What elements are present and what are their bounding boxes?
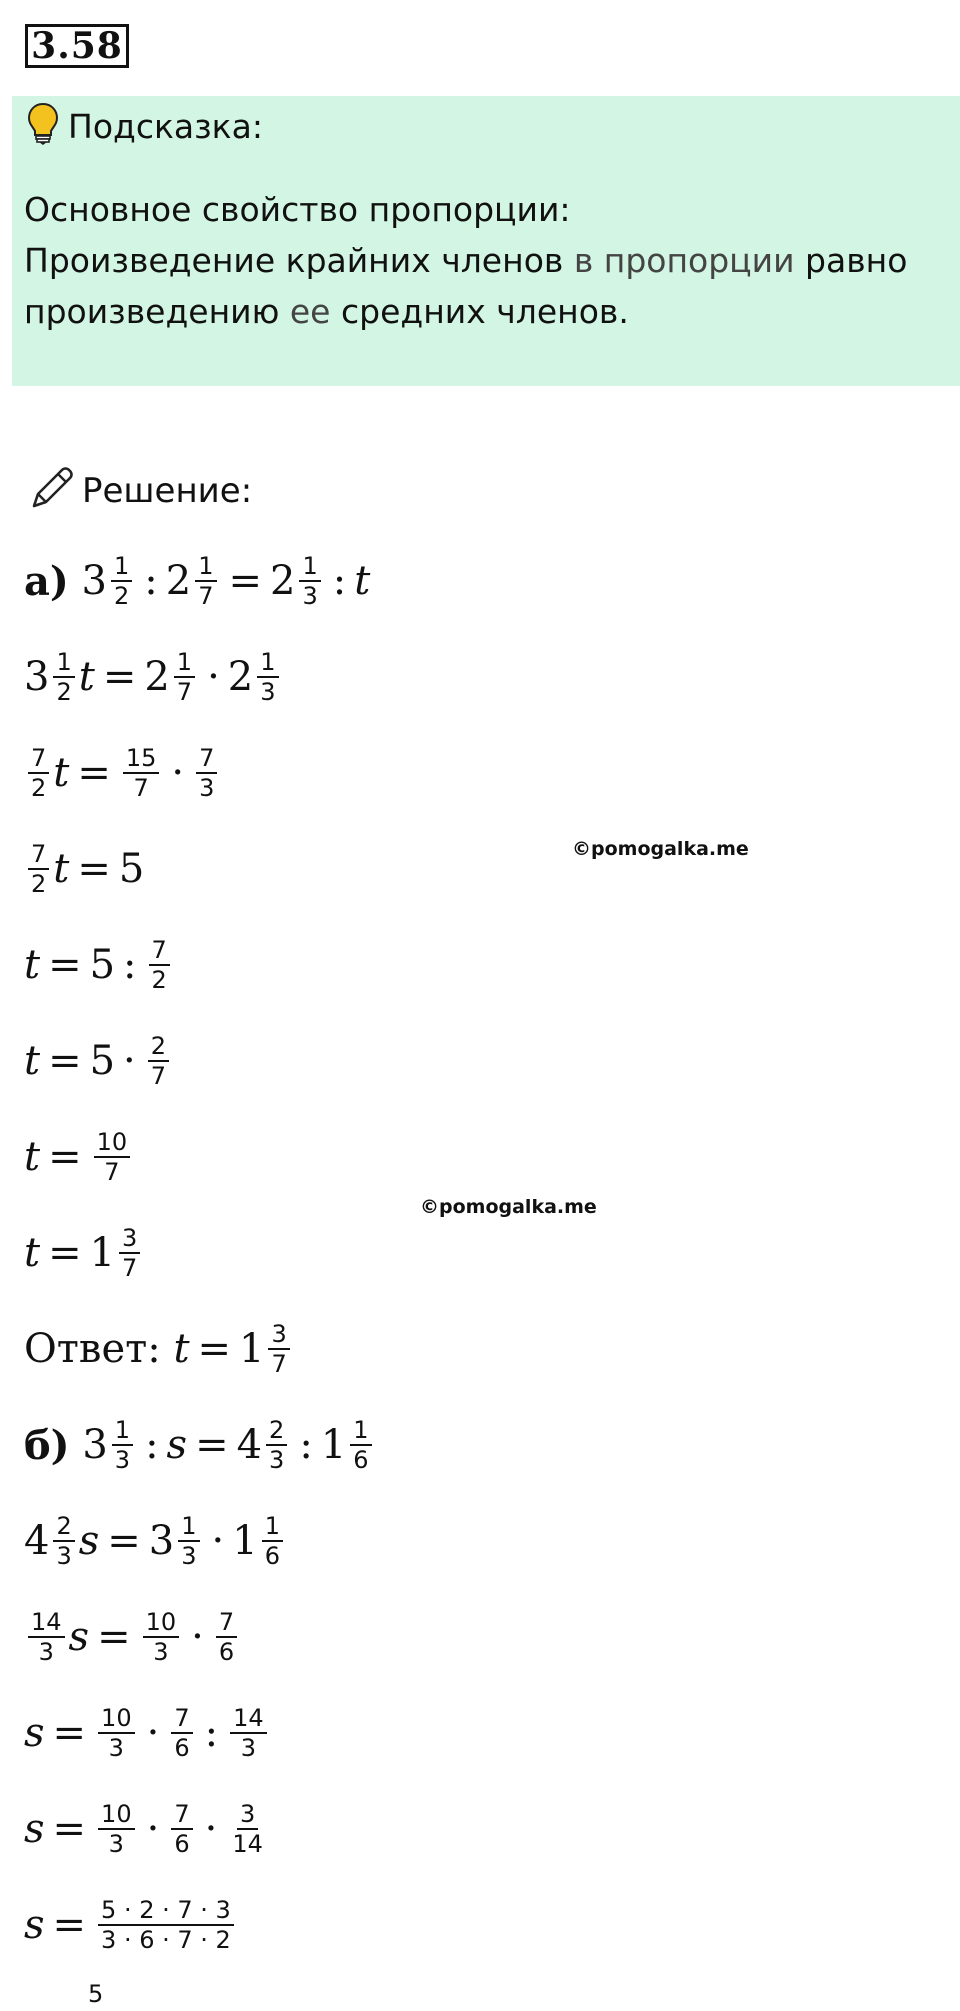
- fraction: $\frac{1}{7}$: [195, 552, 216, 610]
- hint-line-2: [24, 235, 944, 286]
- hint-period: .: [618, 292, 629, 331]
- equation-line: s = $\frac{10}{3}$ · $\frac{7}{6}$ : $\frac{14}{3}$: [24, 1690, 271, 1776]
- part-label: б): [24, 1421, 70, 1469]
- hint-line-3: [24, 286, 944, 337]
- hint-term: Произведение крайних членов: [24, 241, 564, 280]
- hint-title: Подсказка:: [68, 106, 263, 146]
- hint-connector: в пропорции: [563, 241, 806, 280]
- equation-line: а) 3 $\frac{1}{2}$ : 2 $\frac{1}{7}$ = 2 $\frac{1}{3}$ : t: [24, 552, 371, 610]
- task-number: 3.58: [25, 24, 129, 68]
- hint-text: [24, 184, 944, 337]
- answer-label: Ответ:: [24, 1326, 161, 1372]
- fraction: $\frac{1}{3}$: [299, 552, 320, 610]
- equation-line: s = $\frac{10}{3}$ · $\frac{7}{6}$ · $\frac{3}{14}$: [24, 1800, 263, 1858]
- answer-line: Ответ: t = 1 $\frac{3}{7}$: [24, 1306, 294, 1392]
- equation-line: t = $\frac{10}{7}$: [24, 1114, 134, 1200]
- equation-line: $\frac{7}{2}$ t = $\frac{15}{7}$ · $\frac{7}{3}$: [24, 730, 221, 816]
- equation-line: б) 3 $\frac{1}{3}$ : s = 4 $\frac{2}{3}$ : 1 $\frac{1}{6}$: [24, 1402, 376, 1488]
- equation-line: t = 5 · $\frac{2}{7}$: [24, 1018, 173, 1104]
- hint-connector: ее: [279, 292, 341, 331]
- hint-term: равно: [805, 241, 908, 280]
- pencil-icon: [26, 464, 76, 518]
- hint-header: [26, 106, 263, 146]
- hint-line-1: Основное свойство пропорции:: [24, 190, 571, 229]
- equation-line: t = 1 $\frac{3}{7}$: [24, 1210, 144, 1296]
- solution-title: Решение:: [82, 471, 253, 511]
- lightbulb-icon: [26, 102, 60, 150]
- part-label: а): [24, 557, 69, 605]
- solution-header: [26, 466, 252, 516]
- hint-box: [12, 96, 960, 386]
- partial-fraction-numerator: 5: [88, 1980, 104, 2008]
- watermark: ©pomogalka.me: [572, 838, 749, 860]
- equation-line: t = 5 : $\frac{7}{2}$: [24, 922, 174, 1008]
- equation-line: 3 $\frac{1}{2}$ t = 2 $\frac{1}{7}$ · 2 $\frac{1}{3}$: [24, 634, 283, 720]
- equation-line: s = $\frac{5 \cdot 2 \cdot 7 \cdot 3}{3 \cdot 6 \cdot 7 \cdot 2}$: [24, 1882, 238, 1968]
- fraction: $\frac{1}{2}$: [111, 552, 132, 610]
- equation-line: $\frac{7}{2}$ t = 5: [24, 826, 144, 912]
- watermark: ©pomogalka.me: [420, 1196, 597, 1218]
- hint-term: средних членов: [340, 292, 619, 331]
- hint-term: произведению: [24, 292, 280, 331]
- equation-line: $\frac{14}{3}$ s = $\frac{10}{3}$ · $\frac{7}{6}$: [24, 1594, 241, 1680]
- equation-line: 4 $\frac{2}{3}$ s = 3 $\frac{1}{3}$ · 1 $\frac{1}{6}$: [24, 1498, 287, 1584]
